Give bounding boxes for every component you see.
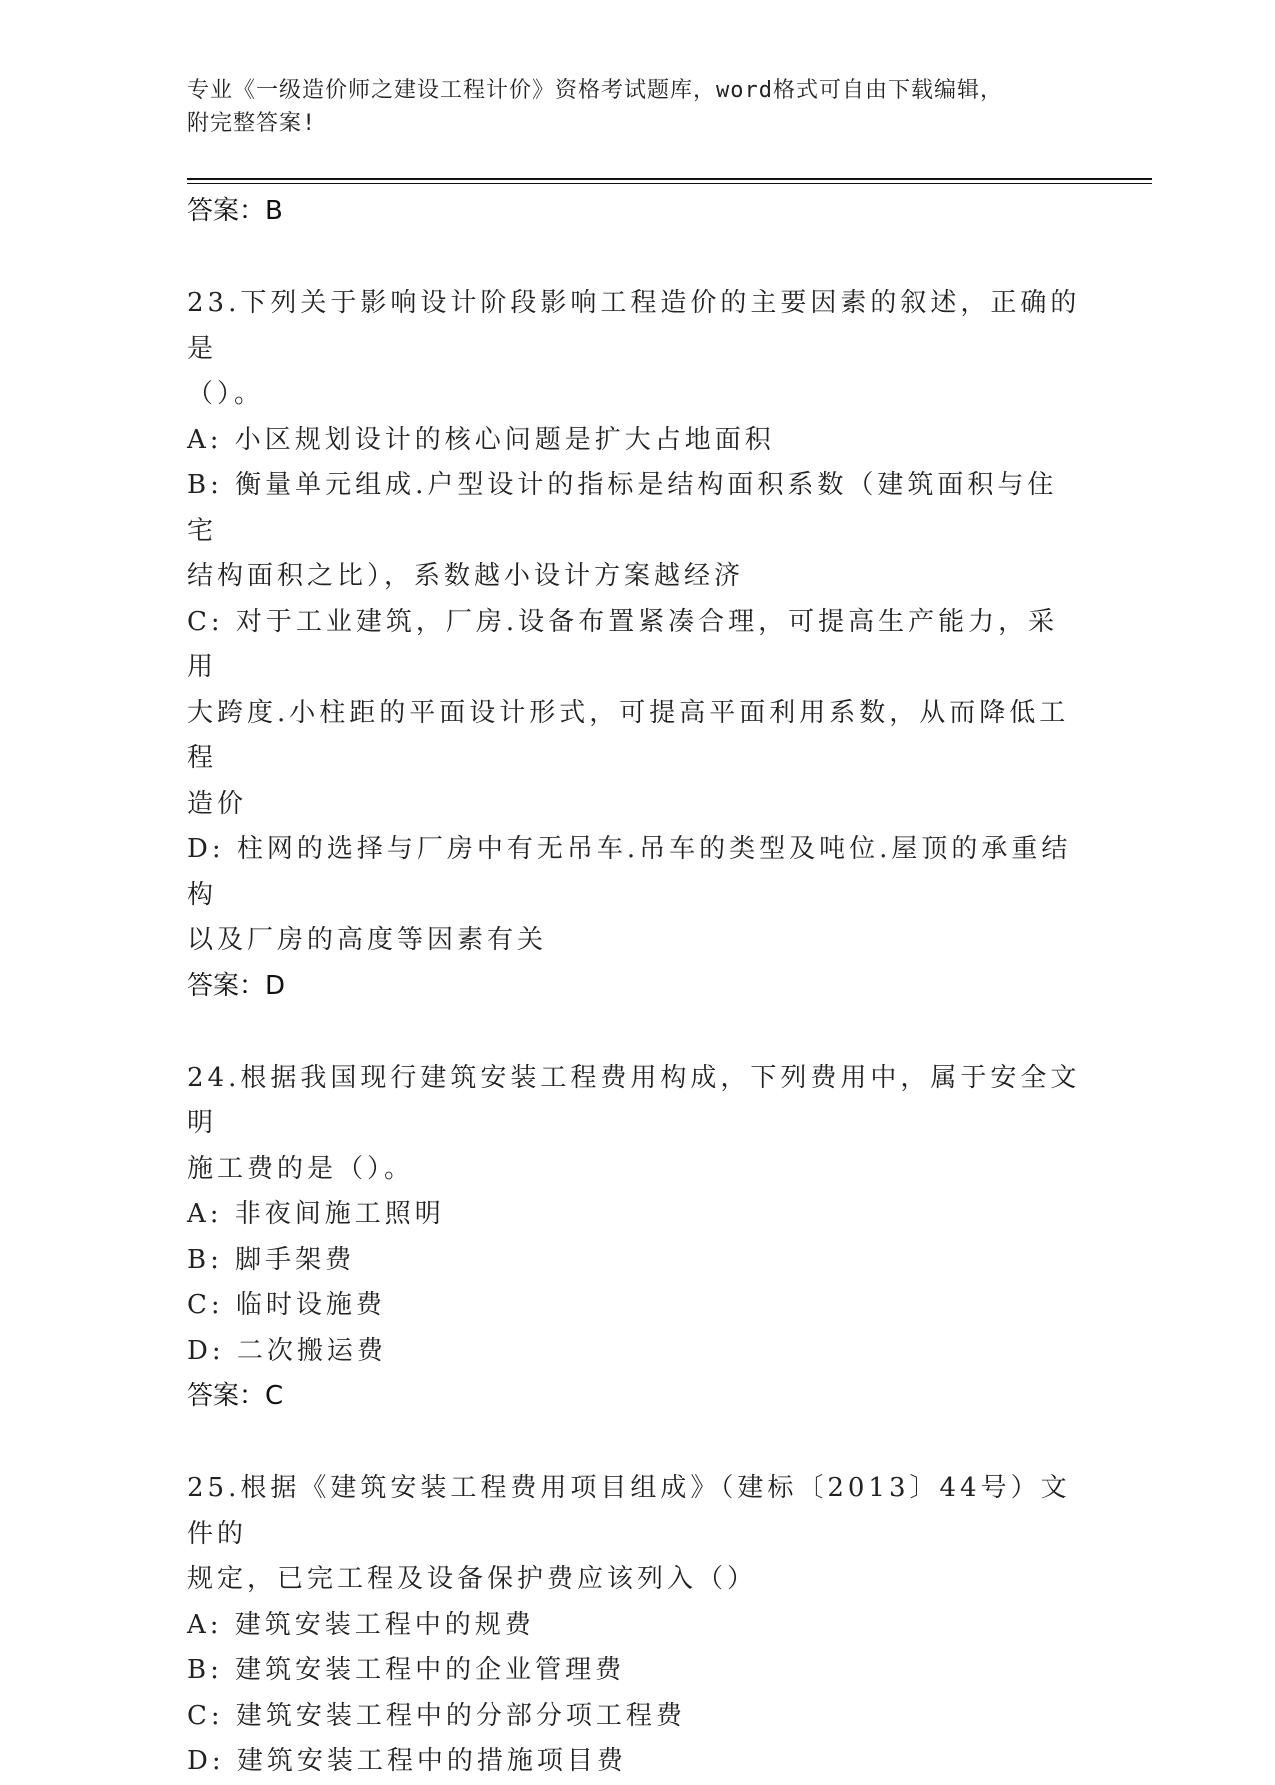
header-line-1: 专业《一级造价师之建设工程计价》资格考试题库，word格式可自由下载编辑， [187, 78, 1003, 103]
option-b-line: 结构面积之比），系数越小设计方案越经济 [187, 561, 745, 591]
option-b-line: B: 衡量单元组成.户型设计的指标是结构面积系数（建筑面积与住宅 [187, 470, 1058, 546]
option-c-line: 造价 [187, 788, 248, 819]
option-c-line: C: 临时设施费 [187, 1290, 386, 1320]
answer-23: 答案：D [187, 970, 286, 1001]
option-b-line: B: 建筑安装工程中的企业管理费 [187, 1655, 626, 1685]
question-25 [187, 1466, 1087, 1785]
option-c-line: 大跨度.小柱距的平面设计形式，可提高平面利用系数，从而降低工程 [187, 697, 1070, 773]
option-d-line: D: 二次搬运费 [187, 1335, 387, 1366]
document-header [187, 74, 1067, 140]
question-23 [187, 281, 1087, 1009]
question-text-line: 25.根据《建筑安装工程费用项目组成》（建标〔2013〕44号）文件的 [187, 1473, 1071, 1549]
question-text-line: 施工费的是（）。 [187, 1153, 415, 1184]
header-divider-thick [187, 178, 1152, 180]
answer-24: 答案：C [187, 1381, 284, 1411]
question-24 [187, 1056, 1087, 1420]
option-c-line: C: 建筑安装工程中的分部分项工程费 [187, 1700, 686, 1731]
option-d-line: D: 建筑安装工程中的措施项目费 [187, 1746, 627, 1776]
question-text-line: 规定，已完工程及设备保护费应该列入（） [187, 1564, 758, 1594]
header-line-2: 附完整答案! [187, 111, 317, 136]
option-a-line: A: 非夜间施工照明 [187, 1199, 445, 1229]
option-c-line: C: 对于工业建筑，厂房.设备布置紧凑合理，可提高生产能力，采用 [187, 606, 1059, 682]
option-b-line: B: 脚手架费 [187, 1244, 356, 1275]
option-d-line: D: 柱网的选择与厂房中有无吊车.吊车的类型及吨位.屋顶的承重结构 [187, 834, 1072, 910]
option-a-line: A: 建筑安装工程中的规费 [187, 1609, 535, 1640]
option-d-line: 以及厂房的高度等因素有关 [187, 925, 548, 955]
previous-answer: 答案：B [187, 196, 283, 226]
document-body [187, 182, 1087, 1785]
question-text-line: 24.根据我国现行建筑安装工程费用构成，下列费用中，属于安全文明 [187, 1062, 1081, 1138]
option-a-line: A: 小区规划设计的核心问题是扩大占地面积 [187, 424, 775, 455]
question-text-line: 23.下列关于影响设计阶段影响工程造价的主要因素的叙述，正确的是 [187, 288, 1081, 364]
question-text-line: （）。 [187, 379, 265, 409]
